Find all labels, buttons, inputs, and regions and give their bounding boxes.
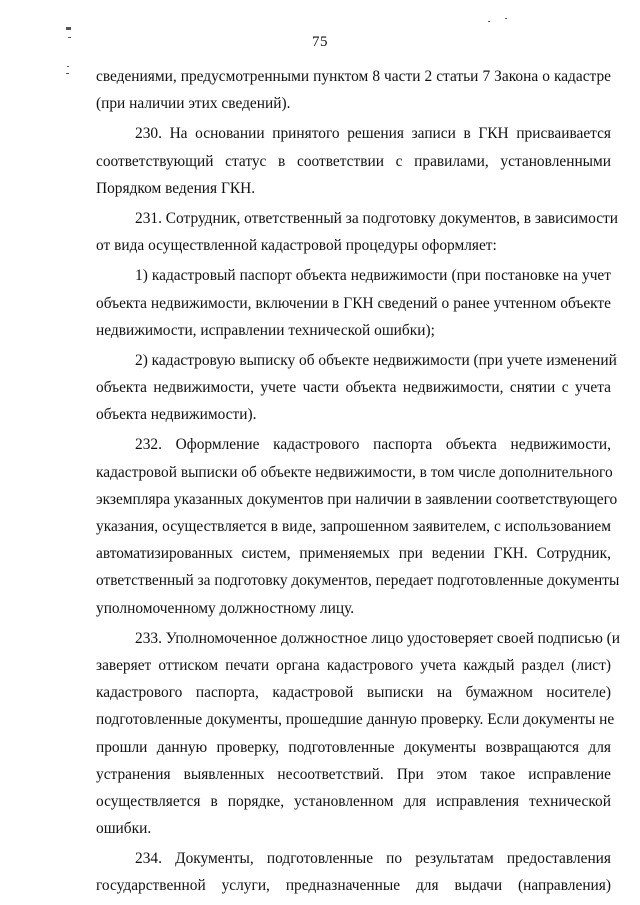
page-number: 75 xyxy=(312,34,328,50)
scan-mark xyxy=(67,66,69,67)
paragraph-233 xyxy=(96,625,621,843)
text-line: государственной услуги, предназначенные для выдачи (направления) xyxy=(96,877,611,895)
text-line: 233. Уполномоченное должностное лицо удостоверяет своей подписью (и xyxy=(135,629,621,647)
text-line: заверяет оттиском печати органа кадастрового учета каждый раздел (лист) xyxy=(96,656,611,674)
text-line: осуществляется в порядке, установленном для исправления технической xyxy=(96,792,611,810)
scan-mark xyxy=(505,18,507,19)
scan-mark xyxy=(66,27,71,30)
text-line: 234. Документы, подготовленные по результатам предоставления xyxy=(135,850,611,868)
paragraph-231 xyxy=(96,205,619,259)
text-line: указания, осуществляется в виде, запрошенном заявителем, с использованием xyxy=(96,518,611,535)
text-line: кадастрового паспорта, кадастровой выписки на бумажном носителе) xyxy=(96,684,611,702)
paragraph-234 xyxy=(96,845,611,899)
text-line: 2) кадастровую выписку об объекте недвижимости (при учете изменений xyxy=(135,351,617,369)
paragraph-230 xyxy=(96,120,611,202)
paragraph-232 xyxy=(96,431,620,621)
text-line: прошли данную проверку, подготовленные документы возвращаются для xyxy=(96,738,611,756)
scan-mark xyxy=(66,73,69,74)
text-line: ответственный за подготовку документов, передает подготовленные документы xyxy=(96,572,620,590)
paragraph-231-1 xyxy=(96,262,611,344)
text-line: объекта недвижимости, учете части объекта недвижимости, снятии с учета xyxy=(96,379,611,397)
text-line: сведениями, предусмотренными пунктом 8 части 2 статьи 7 Закона о кадастре xyxy=(96,68,611,85)
text-line: ошибки. xyxy=(96,820,152,838)
text-line: уполномоченному должностному лицу. xyxy=(96,599,355,617)
paragraph-231-2 xyxy=(96,347,617,429)
text-line: объекта недвижимости). xyxy=(96,406,257,424)
text-line: экземпляра указанных документов при наличии в заявлении соответствующего xyxy=(96,490,618,508)
text-line: кадастровой выписки об объекте недвижимости, в том числе дополнительного xyxy=(96,463,613,481)
text-line: соответствующий статус в соответствии с правилами, установленными xyxy=(96,152,611,170)
document-body xyxy=(96,63,621,900)
text-line: недвижимости, исправлении технической ошибки); xyxy=(96,321,435,339)
scan-mark xyxy=(488,21,490,22)
text-line: 1) кадастровый паспорт объекта недвижимости (при постановке на учет xyxy=(135,267,611,285)
text-line: подготовленные документы, прошедшие данную проверку. Если документы не xyxy=(96,711,615,729)
text-line: устранения выявленных несоответствий. При этом такое исправление xyxy=(96,765,611,783)
text-line: объекта недвижимости, включении в ГКН сведений о ранее учтенном объекте xyxy=(96,294,611,312)
text-line: (при наличии этих сведений). xyxy=(96,95,291,113)
text-line: Порядком ведения ГКН. xyxy=(96,179,256,197)
text-line: 231. Сотрудник, ответственный за подготовку документов, в зависимости xyxy=(135,209,619,227)
text-line: 232. Оформление кадастрового паспорта объекта недвижимости, xyxy=(135,436,611,454)
text-line: 230. На основании принятого решения записи в ГКН присваивается xyxy=(135,125,611,143)
paragraph-continuation xyxy=(96,63,611,117)
text-line: автоматизированных систем, применяемых при ведении ГКН. Сотрудник, xyxy=(96,545,611,563)
text-line: от вида осуществленной кадастровой процедуры оформляет: xyxy=(96,237,497,255)
